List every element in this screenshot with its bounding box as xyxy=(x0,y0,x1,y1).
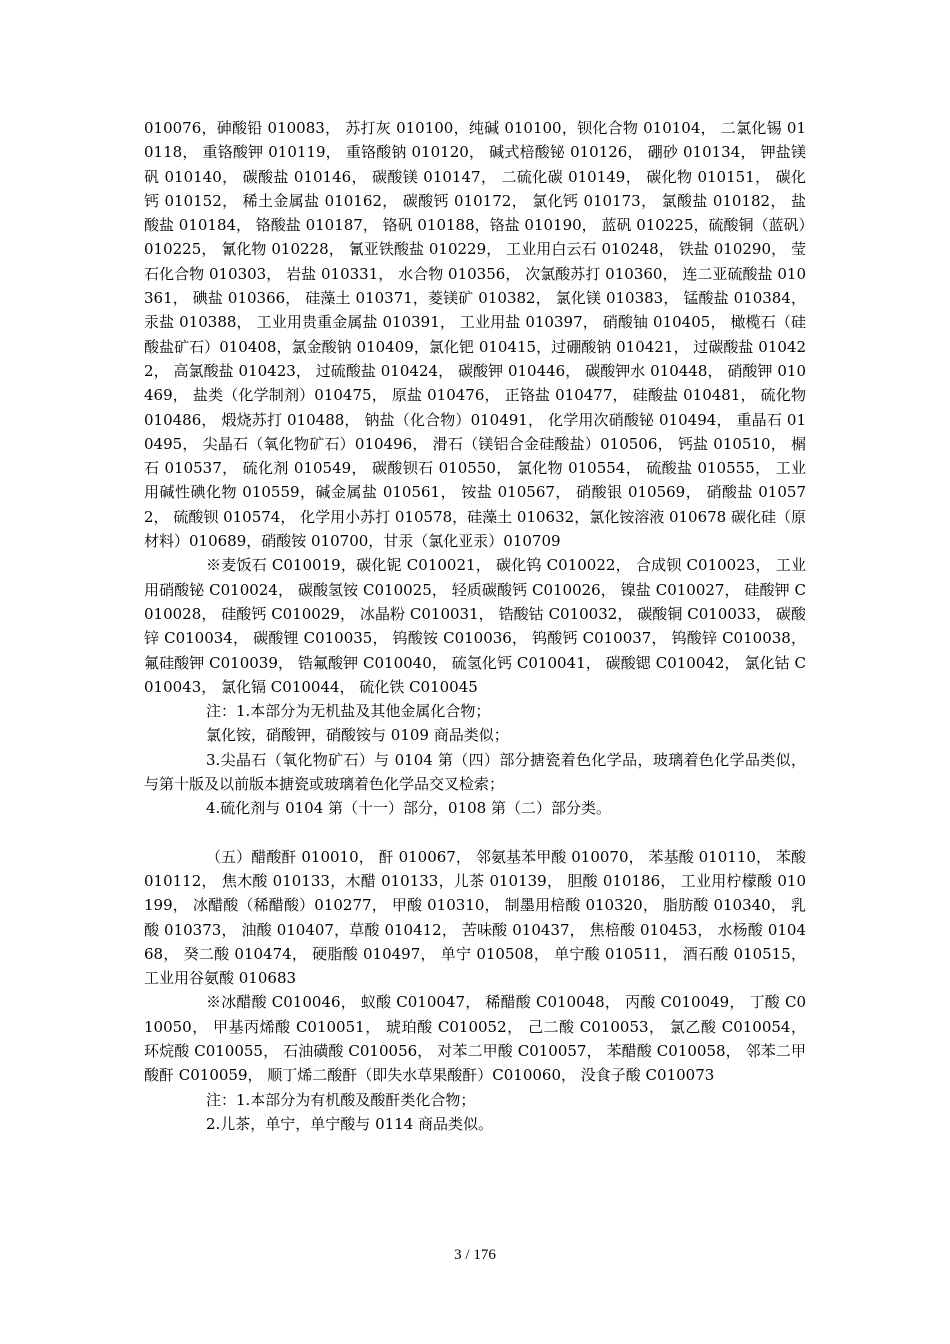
section-4-note-3: 3.尖晶石（氧化物矿石）与 0104 第（四）部分搪瓷着色化学品，玻璃着色化学品类似，与第十版及以前版本搪瓷或玻璃着色化学品交叉检索； xyxy=(144,750,806,794)
section-4-note-2: 氯化铵，硝酸钾，硝酸铵与 0109 商品类似； xyxy=(206,726,509,745)
section-4-supplement: ※麦饭石 C010019，碳化铌 C010021， 碳化钨 C010022， 合成钡 C010023， 工业用硝酸铋 C010024， 碳酸氢铵 C010025， 轻质碳酸钙 C010026， 镍盐 C010027， 硅酸钾 C010028， 硅酸钙 C010029， 冰晶粉 C010031， 锆酸钴 C010032， 碳酸铜 C010033， 碳酸锌 C010034， 碳酸锂 C010035， 钨酸铵 C010036， 钨酸钙 C010037， 钨酸锌 C010038， 氟硅酸钾 C010039， 锆氟酸钾 C010040， 硫氢化钙 C010041， 碳酸锶 C010042， 氯化钴 C010043， 氯化镉 C010044， 硫化铁 C010045 xyxy=(144,556,806,696)
section-5-note-1: 注：1.本部分为有机酸及酸酐类化合物； xyxy=(206,1090,476,1109)
page-number: 3 / 176 xyxy=(454,1247,496,1263)
section-5-listing: （五）醋酸酐 010010， 酐 010067， 邻氨基苯甲酸 010070， 苯基酸 010110， 苯酸 010112， 焦木酸 010133，木醋 010133，儿茶 010139， 胆酸 010186， 工业用柠檬酸 010199， 冰醋酸（稀醋酸）010277， 甲酸 010310， 制墨用棓酸 010320， 脂肪酸 010340， 乳酸 010373， 油酸 010407，草酸 010412， 苦味酸 010437， 焦棓酸 010453， 水杨酸 010468， 癸二酸 010474， 硬脂酸 010497， 单宁 010508， 单宁酸 010511， 酒石酸 010515，工业用谷氨酸 010683 xyxy=(144,847,806,988)
section-spacer xyxy=(144,821,806,845)
document-body xyxy=(144,116,806,1136)
section-4-note-4: 4.硫化剂与 0104 第（十一）部分，0108 第（二）部分类。 xyxy=(206,799,611,818)
section-4-note-1: 注：1.本部分为无机盐及其他金属化合物； xyxy=(206,702,491,721)
section-5-supplement: ※冰醋酸 C010046， 蚁酸 C010047， 稀醋酸 C010048， 丙酸 C010049， 丁酸 C010050， 甲基丙烯酸 C010051， 琥珀酸 C010052， 己二酸 C010053， 氯乙酸 C010054， 环烷酸 C010055， 石油磺酸 C010056， 对苯二甲酸 C010057， 苯醋酸 C010058， 邻苯二甲酸酐 C010059， 顺丁烯二酸酐（即失水草果酸酐）C010060， 没食子酸 C010073 xyxy=(144,993,806,1085)
section-4-listing: 010076，砷酸铅 010083， 苏打灰 010100，纯碱 010100，钡化合物 010104， 二氯化锡 010118， 重铬酸钾 010119， 重铬酸钠 010120， 碱式棓酸铋 010126， 硼砂 010134， 钾盐镁矾 010140， 碳酸盐 010146， 碳酸镁 010147， 二硫化碳 010149， 碳化物 010151， 碳化钙 010152， 稀土金属盐 010162， 碳酸钙 010172， 氯化钙 010173， 氯酸盐 010182， 盐酸盐 010184， 铬酸盐 010187， 铬矾 010188，铬盐 010190， 蓝矾 010225，硫酸铜（蓝矾）010225， 氰化物 010228， 氰亚铁酸盐 010229， 工业用白云石 010248， 铁盐 010290， 莹石化合物 010303， 岩盐 010331， 水合物 010356， 次氯酸苏打 010360， 连二亚硫酸盐 010361， 碘盐 010366， 硅藻土 010371，菱镁矿 010382， 氯化镁 010383， 锰酸盐 010384， 汞盐 010388， 工业用贵重金属盐 010391， 工业用盐 010397， 硝酸铀 010405， 橄榄石（硅酸盐矿石）010408，氯金酸钠 010409，氯化钯 010415，过硼酸钠 010421， 过碳酸盐 010422， 高氯酸盐 010423， 过硫酸盐 010424， 碳酸钾 010446， 碳酸钾水 010448， 硝酸钾 010469， 盐类（化学制剂）010475， 原盐 010476， 正铬盐 010477， 硅酸盐 010481， 硫化物 010486， 煅烧苏打 010488， 钠盐（化合物）010491， 化学用次硝酸铋 010494， 重晶石 010495， 尖晶石（氧化物矿石）010496， 滑石（镁铝合金硅酸盐）010506， 钙盐 010510， 榍石 010537， 硫化剂 010549， 碳酸钡石 010550， 氯化物 010554， 硫酸盐 010555， 工业用碱性碘化物 010559，碱金属盐 010561， 铵盐 010567， 硝酸银 010569， 硝酸盐 010572， 硫酸钡 010574， 化学用小苏打 010578，硅藻土 010632，氯化铵溶液 010678 碳化硅（原材料）010689，硝酸铵 010700，甘汞（氯化亚汞）010709 xyxy=(144,119,806,551)
section-5-note-2: 2.儿茶，单宁，单宁酸与 0114 商品类似。 xyxy=(206,1114,494,1133)
